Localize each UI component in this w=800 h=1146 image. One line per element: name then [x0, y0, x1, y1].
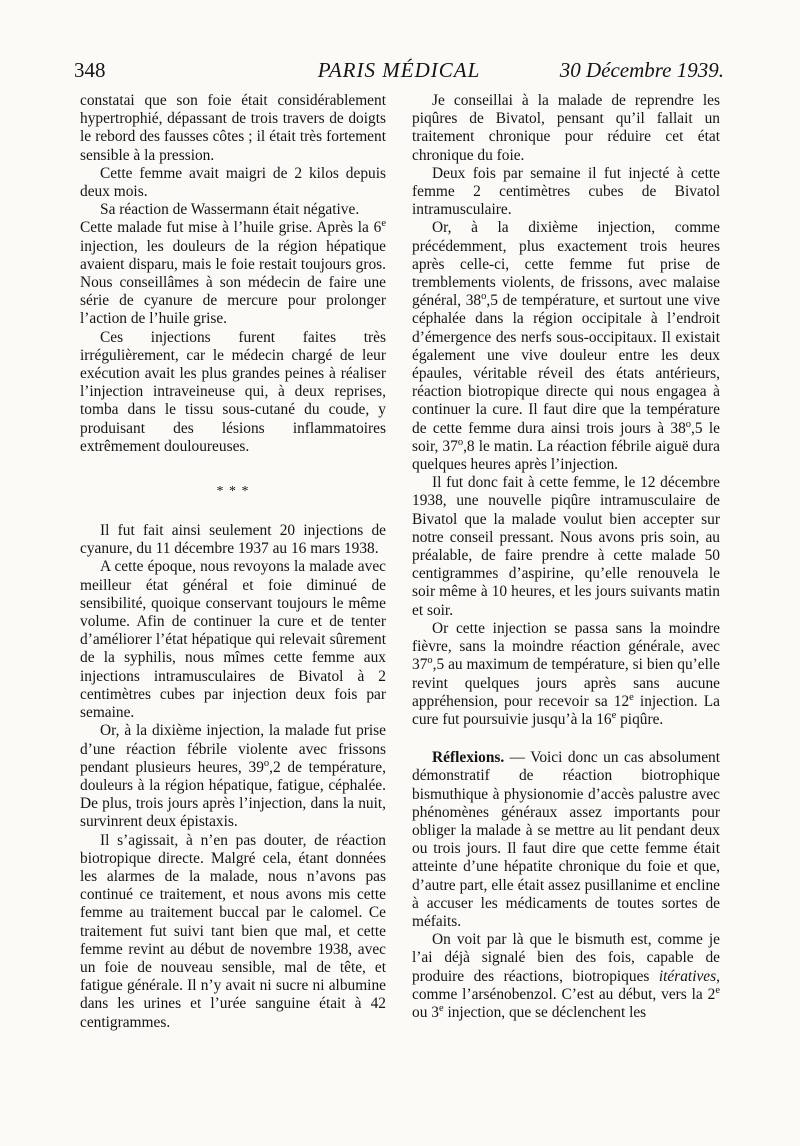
paragraph: Cette malade fut mise à l’huile grise. Après la 6e injection, les douleurs de la région hépatique avaient disparu, mais le foie restait toujours gros. Nous conseillâmes à son médecin de faire une série de cyanure de mercure pour prolonger l’action de l’huile grise. — [80, 218, 386, 328]
paragraph: Or, à la dixième injection, la malade fut prise d’une réaction fébrile violente avec frissons pendant plusieurs heures, 39$^o$,2 de température, douleurs à la région hépatique, fatigue, céphalée. De plus, trois jours après l’injection, dans la nuit, survinrent deux épistaxis. — [80, 722, 386, 831]
paragraph: Il fut fait ainsi seulement 20 injections de cyanure, du 11 décembre 1937 au 16 mars 1938. — [80, 522, 386, 558]
paragraph: Sa réaction de Wassermann était négative. — [100, 201, 360, 219]
paragraph: Il s’agissait, à n’en pas douter, de réaction biotropique directe. Malgré cela, étant données les alarmes de la malade, nous n’avons pas continué ce traitement, et nous avons mis cette femme au traitement buccal par le calomel. Ce traitement fut suivi tant bien que mal, et cette femme revint au début de novembre 1938, avec un foie de nouveau sensible, mal de tête, et fatigue générale. Il n’y avait ni sucre ni albumine dans les urines et l’urée sanguine était à 42 centigrammes. — [80, 831, 386, 1031]
paragraph: Deux fois par semaine il fut injecté à cette femme 2 centimètres cubes de Bivatol intramusculaire. — [412, 164, 720, 219]
right-column — [412, 92, 720, 1022]
running-header — [74, 58, 724, 86]
paragraph: A cette époque, nous revoyons la malade avec meilleur état général et foie diminué de sensibilité, quoique conservant toujours le même volume. Afin de continuer la cure et de tenter d’améliorer l’état hépatique qui relevait sûrement de la syphilis, nous mîmes cette femme aux injections intramusculaires de Bivatol à 2 centimètres cubes par injection deux fois par semaine. — [80, 558, 386, 722]
paragraph: Il fut donc fait à cette femme, le 12 décembre 1938, une nouvelle piqûre intramusculaire de Bivatol que la malade voulut bien accepter sur notre conseil pressant. Nous avons pris soin, au préalable, de faire prendre à cette malade 50 centigrammes d’aspirine, qu’elle renouvela le soir même à 10 heures, et les jours suivants matin et soir. — [412, 474, 720, 619]
paragraph: Ces injections furent faites très irrégulièrement, car le médecin chargé de leur exécution avait les plus grandes peines à réaliser l’injection intraveineuse qui, à deux reprises, tomba dans le tissu sous-cutané du coude, y produisant des lésions inflammatoires extrêmement douloureuses. — [80, 328, 386, 455]
page-number: 348 — [74, 58, 106, 82]
paragraph: Je conseillai à la malade de reprendre les piqûres de Bivatol, pensant qu’il fallait un traitement chronique pour réduire cet état chronique du foie. — [412, 92, 720, 164]
reflexions-paragraph: Réflexions. — Voici donc un cas absolument démonstratif de réaction biotrophique bismuthique à physionomie d’accès palustre avec phénomènes généraux assez importants pour obliger la malade à se mettre au lit pendant deux ou trois jours. Il faut dire que cette femme était atteinte d’une hépatite chronique du foie et que, d’autre part, elle était assez pusillanime et encline à accuser les médicaments de toutes sortes de méfaits. — [412, 749, 720, 930]
paragraph: On voit par là que le bismuth est, comme je l’ai déjà signalé bien des fois, capable de produire des réactions, biotropiques itératives, comme l’arsénobenzol. C’est au début, vers la 2e ou 3e injection, que se déclenchent les — [412, 931, 720, 1021]
paragraph: Or cette injection se passa sans la moindre fièvre, sans la moindre réaction générale, avec 37$^o$,5 au maximum de température, si bien qu’elle revint quelques jours après sans aucune appréhension, pour recevoir sa 12e injection. La cure fut poursuivie jusqu’à la 16e piqûre. — [412, 619, 720, 728]
paragraph: Or, à la dixième injection, comme précédemment, plus exactement trois heures après celle-ci, cette femme fut prise de tremblements violents, de frissons, avec malaise général, 38$^o$,5 de température, et surtout une vive céphalée dans la région occipitale à l’endroit d’émergence des nerfs sous-occipitaux. Il existait également une vive douleur entre les deux épaules, véritable réveil des états antérieurs, réaction biotropique directe qui nous engagea à continuer la cure. Il faut dire que la température de cette femme dura ainsi trois jours à 38$^o$,5 le soir, 37$^o$,8 le matin. La réaction fébrile aiguë dura quelques heures après l’injection. — [412, 219, 720, 474]
section-separator: * * * — [216, 484, 250, 500]
issue-date: 30 Décembre 1939. — [559, 58, 724, 82]
paragraph: constatai que son foie était considérablement hypertrophié, dépassant de trois travers de doigts le rebord des fausses côtes ; il était très fortement sensible à la pression. — [80, 92, 386, 164]
section-lead: Réflexions. — [432, 749, 505, 767]
left-column — [80, 92, 386, 1032]
paragraph: Cette femme avait maigri de 2 kilos depuis deux mois. — [80, 164, 386, 201]
journal-title: PARIS MÉDICAL — [317, 58, 481, 82]
spacer — [412, 729, 720, 749]
